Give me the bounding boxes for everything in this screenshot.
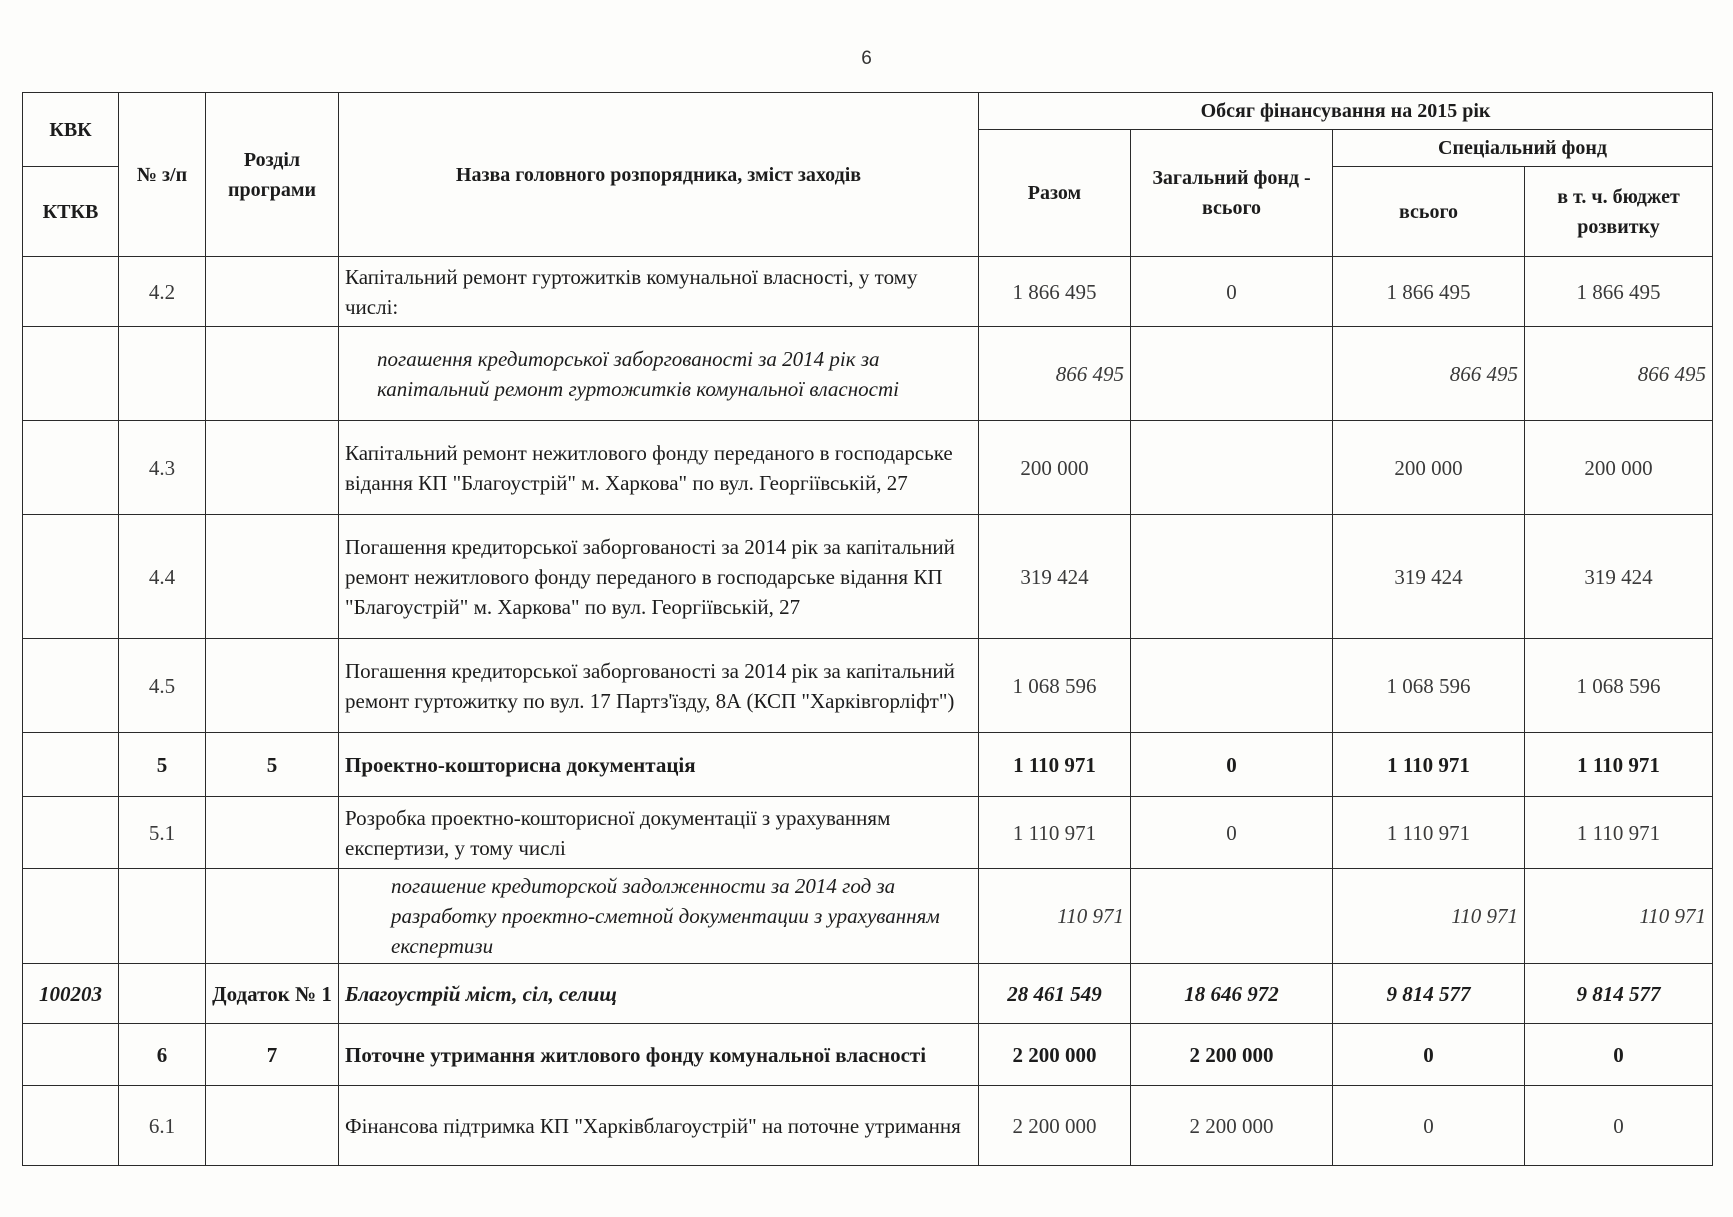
cell-total: 1 110 971 (979, 733, 1131, 797)
cell-kvk (23, 421, 119, 515)
cell-number: 4.3 (119, 421, 206, 515)
cell-dev: 110 971 (1525, 869, 1713, 964)
table-row (23, 733, 1713, 797)
table-row (23, 797, 1713, 869)
cell-section (206, 421, 339, 515)
cell-general: 0 (1131, 257, 1333, 327)
cell-general: 0 (1131, 733, 1333, 797)
header-kvk: КВК (23, 93, 119, 167)
cell-kvk (23, 797, 119, 869)
cell-total: 2 200 000 (979, 1086, 1131, 1166)
cell-total: 1 866 495 (979, 257, 1131, 327)
header-name: Назва головного розпорядника, зміст заходів (339, 93, 979, 257)
cell-general (1131, 869, 1333, 964)
table-row (23, 327, 1713, 421)
cell-special: 0 (1333, 1024, 1525, 1086)
cell-total: 110 971 (979, 869, 1131, 964)
cell-special: 1 866 495 (1333, 257, 1525, 327)
table-row (23, 1024, 1713, 1086)
cell-total: 200 000 (979, 421, 1131, 515)
cell-number: 4.2 (119, 257, 206, 327)
cell-section (206, 869, 339, 964)
table-row (23, 639, 1713, 733)
cell-kvk (23, 639, 119, 733)
cell-number: 4.4 (119, 515, 206, 639)
page-number: 6 (861, 48, 872, 69)
cell-dev: 1 110 971 (1525, 797, 1713, 869)
cell-name: Капітальний ремонт гуртожитків комунальної власності, у тому числі: (339, 257, 979, 327)
table-row (23, 515, 1713, 639)
cell-general (1131, 639, 1333, 733)
header-funding: Обсяг фінансування на 2015 рік (979, 93, 1713, 130)
cell-total: 866 495 (979, 327, 1131, 421)
cell-section (206, 515, 339, 639)
header-number: № з/п (119, 93, 206, 257)
cell-number (119, 964, 206, 1024)
cell-dev: 0 (1525, 1024, 1713, 1086)
cell-total: 2 200 000 (979, 1024, 1131, 1086)
cell-section (206, 1086, 339, 1166)
cell-total: 1 068 596 (979, 639, 1131, 733)
header-total: Разом (979, 130, 1131, 257)
cell-general (1131, 515, 1333, 639)
cell-special: 1 110 971 (1333, 797, 1525, 869)
cell-kvk: 100203 (23, 964, 119, 1024)
cell-number (119, 327, 206, 421)
cell-section (206, 639, 339, 733)
header-ktkv: КТКВ (23, 167, 119, 257)
table-row (23, 1086, 1713, 1166)
cell-special: 866 495 (1333, 327, 1525, 421)
cell-name: Проектно-кошторисна документація (339, 733, 979, 797)
cell-special: 9 814 577 (1333, 964, 1525, 1024)
cell-special: 1 068 596 (1333, 639, 1525, 733)
cell-name: Розробка проектно-кошторисної документації з урахуванням експертизи, у тому числі (339, 797, 979, 869)
cell-kvk (23, 1024, 119, 1086)
cell-total: 319 424 (979, 515, 1131, 639)
table-row (23, 869, 1713, 964)
budget-table (22, 92, 1713, 1166)
header-general-fund: Загальний фонд - всього (1131, 130, 1333, 257)
cell-dev: 9 814 577 (1525, 964, 1713, 1024)
header-section: Розділ програми (206, 93, 339, 257)
cell-dev: 1 110 971 (1525, 733, 1713, 797)
cell-general (1131, 327, 1333, 421)
cell-number: 6 (119, 1024, 206, 1086)
cell-general (1131, 421, 1333, 515)
header-special-fund: Спеціальний фонд (1333, 130, 1713, 167)
cell-total: 1 110 971 (979, 797, 1131, 869)
cell-section: 5 (206, 733, 339, 797)
cell-dev: 0 (1525, 1086, 1713, 1166)
cell-general: 2 200 000 (1131, 1024, 1333, 1086)
table-row (23, 257, 1713, 327)
cell-name: Фінансова підтримка КП "Харківблагоустрій" на поточне утримання (339, 1086, 979, 1166)
cell-name: погашение кредиторской задолженности за 2014 год за разработку проектно-сметной документации з урахуванням експертизи (339, 869, 979, 964)
cell-section (206, 327, 339, 421)
cell-number: 4.5 (119, 639, 206, 733)
table-row (23, 964, 1713, 1024)
cell-number: 5.1 (119, 797, 206, 869)
cell-special: 110 971 (1333, 869, 1525, 964)
cell-kvk (23, 733, 119, 797)
cell-section (206, 797, 339, 869)
cell-kvk (23, 327, 119, 421)
cell-special: 200 000 (1333, 421, 1525, 515)
cell-dev: 200 000 (1525, 421, 1713, 515)
cell-special: 1 110 971 (1333, 733, 1525, 797)
cell-dev: 1 866 495 (1525, 257, 1713, 327)
cell-general: 0 (1131, 797, 1333, 869)
cell-name: Благоустрій міст, сіл, селищ (339, 964, 979, 1024)
cell-special: 0 (1333, 1086, 1525, 1166)
cell-kvk (23, 515, 119, 639)
header-special-total: всього (1333, 167, 1525, 257)
cell-number: 6.1 (119, 1086, 206, 1166)
cell-general: 2 200 000 (1131, 1086, 1333, 1166)
cell-name: погашення кредиторської заборгованості за 2014 рік за капітальний ремонт гуртожитків комунальної власності (339, 327, 979, 421)
cell-special: 319 424 (1333, 515, 1525, 639)
cell-name: Поточне утримання житлового фонду комунальної власності (339, 1024, 979, 1086)
cell-kvk (23, 257, 119, 327)
cell-dev: 319 424 (1525, 515, 1713, 639)
cell-general: 18 646 972 (1131, 964, 1333, 1024)
cell-section: 7 (206, 1024, 339, 1086)
cell-name: Погашення кредиторської заборгованості за 2014 рік за капітальний ремонт нежитлового фонду переданого в господарське відання КП "Благоустрій" м. Харкова" по вул. Георгіївській, 27 (339, 515, 979, 639)
cell-name: Капітальний ремонт нежитлового фонду переданого в господарське відання КП "Благоустрій" м. Харкова" по вул. Георгіївській, 27 (339, 421, 979, 515)
table-row (23, 421, 1713, 515)
cell-dev: 866 495 (1525, 327, 1713, 421)
cell-name: Погашення кредиторської заборгованості за 2014 рік за капітальний ремонт гуртожитку по вул. 17 Партз'їзду, 8А (КСП "Харківгорліфт") (339, 639, 979, 733)
cell-section (206, 257, 339, 327)
cell-number: 5 (119, 733, 206, 797)
cell-kvk (23, 869, 119, 964)
cell-dev: 1 068 596 (1525, 639, 1713, 733)
cell-kvk (23, 1086, 119, 1166)
cell-number (119, 869, 206, 964)
header-row-1 (23, 93, 1713, 130)
header-dev-budget: в т. ч. бюджет розвитку (1525, 167, 1713, 257)
cell-total: 28 461 549 (979, 964, 1131, 1024)
cell-section: Додаток № 1 (206, 964, 339, 1024)
